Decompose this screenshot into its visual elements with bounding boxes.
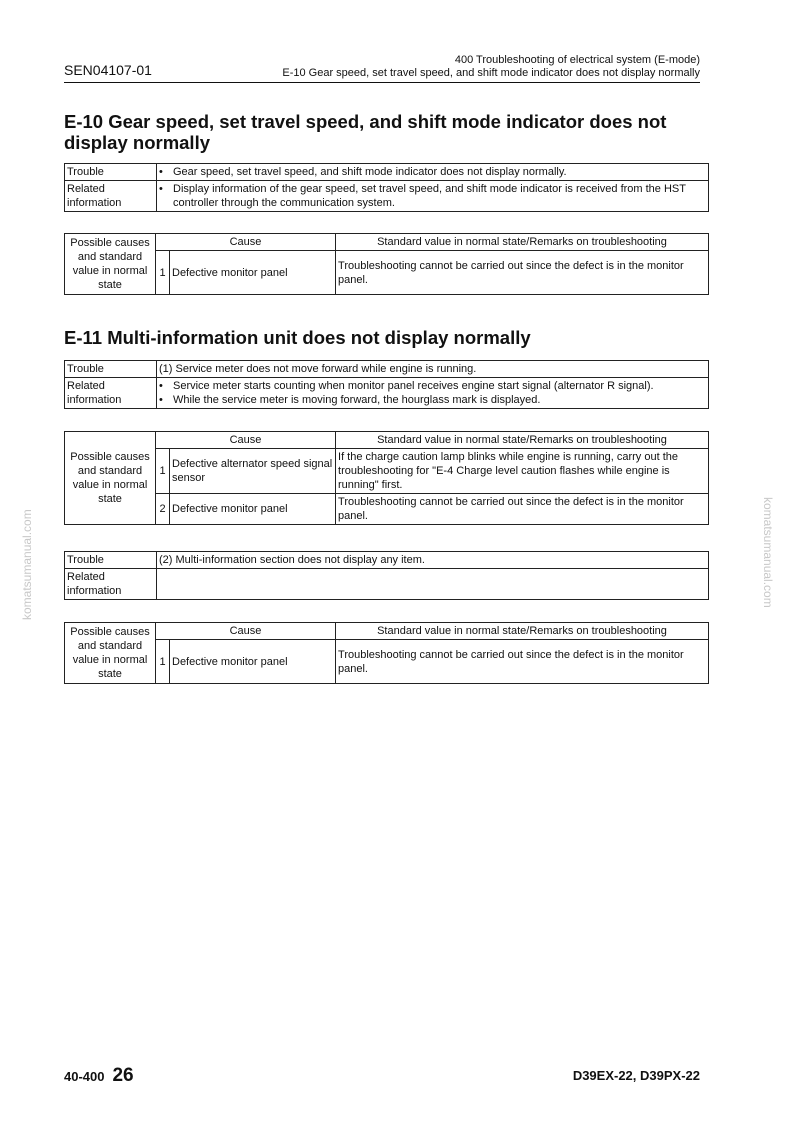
e10-title: E-10 Gear speed, set travel speed, and shift mode indicator does not display normally [64, 111, 667, 153]
related-label: Related information [65, 378, 157, 409]
e10-causes-table [64, 233, 709, 295]
related-label: Related information [65, 181, 157, 212]
footer-section-code: 40-400 [64, 1069, 105, 1084]
table-row [65, 361, 709, 378]
related-text [157, 569, 709, 600]
related-line: While the service meter is moving forward, the hourglass mark is displayed. [173, 394, 541, 406]
e11-title: E-11 Multi-information unit does not display normally [64, 327, 531, 348]
related-label: Related information [65, 569, 157, 600]
header-rule [64, 82, 700, 83]
table-header-row [65, 623, 709, 640]
trouble-text: (1) Service meter does not move forward while engine is running. [157, 361, 709, 378]
cause-number: 1 [156, 640, 170, 684]
standard-column-header: Standard value in normal state/Remarks on troubleshooting [336, 234, 709, 251]
cause-number: 1 [156, 251, 170, 295]
trouble-cell [157, 164, 709, 181]
trouble-label: Trouble [65, 552, 157, 569]
section-header-line-1: 400 Troubleshooting of electrical system (E-mode) [454, 54, 700, 66]
cause-number: 1 [156, 449, 170, 494]
table-row [65, 378, 709, 409]
related-cell [157, 181, 709, 212]
table-row [65, 552, 709, 569]
table-row [65, 569, 709, 600]
trouble-text: (2) Multi-information section does not display any item. [157, 552, 709, 569]
table-row [65, 640, 709, 684]
standard-column-header: Standard value in normal state/Remarks on troubleshooting [336, 623, 709, 640]
related-line: Service meter starts counting when monitor panel receives engine start signal (alternator R signal). [173, 380, 654, 392]
trouble-text: Gear speed, set travel speed, and shift mode indicator does not display normally. [173, 166, 567, 178]
e11-info-table-2 [64, 551, 709, 600]
cause-column-header: Cause [156, 432, 336, 449]
table-header-row [65, 234, 709, 251]
footer-page-number: 26 [112, 1065, 134, 1086]
causes-side-label: Possible causes and standard value in normal state [65, 623, 156, 684]
table-row [65, 164, 709, 181]
footer-models: D39EX-22, D39PX-22 [572, 1068, 700, 1083]
document-code: SEN04107-01 [64, 62, 152, 78]
watermark-left: komatsumanual.com [20, 509, 34, 620]
related-cell [157, 378, 709, 409]
bullet: • [159, 183, 163, 195]
section-header-line-2: E-10 Gear speed, set travel speed, and shift mode indicator does not display normally [282, 67, 700, 79]
e11-causes-table-2 [64, 622, 709, 684]
footer-page [64, 1065, 134, 1087]
causes-side-label: Possible causes and standard value in normal state [65, 234, 156, 295]
e11-causes-table-1 [64, 431, 709, 525]
causes-side-label: Possible causes and standard value in normal state [65, 432, 156, 525]
trouble-label: Trouble [65, 361, 157, 378]
cause-number: 2 [156, 494, 170, 525]
e11-info-table-1 [64, 360, 709, 409]
bullet: • [159, 380, 163, 392]
table-row [65, 181, 709, 212]
table-header-row [65, 432, 709, 449]
table-row [65, 494, 709, 525]
remarks-text: Troubleshooting cannot be carried out since the defect is in the monitor panel. [336, 251, 709, 295]
e10-info-table [64, 163, 709, 212]
remarks-text: If the charge caution lamp blinks while engine is running, carry out the troubleshooting for "E-4 Charge level caution flashes while engine is running" first. [336, 449, 709, 494]
section-header [282, 54, 700, 80]
cause-text: Defective monitor panel [170, 640, 336, 684]
cause-column-header: Cause [156, 234, 336, 251]
bullet: • [159, 166, 163, 178]
watermark-right: komatsumanual.com [761, 497, 775, 608]
remarks-text: Troubleshooting cannot be carried out since the defect is in the monitor panel. [336, 640, 709, 684]
table-row [65, 251, 709, 295]
cause-text: Defective alternator speed signal sensor [170, 449, 336, 494]
standard-column-header: Standard value in normal state/Remarks on troubleshooting [336, 432, 709, 449]
cause-text: Defective monitor panel [170, 251, 336, 295]
cause-text: Defective monitor panel [170, 494, 336, 525]
trouble-label: Trouble [65, 164, 157, 181]
remarks-text: Troubleshooting cannot be carried out since the defect is in the monitor panel. [336, 494, 709, 525]
cause-column-header: Cause [156, 623, 336, 640]
bullet: • [159, 394, 163, 406]
table-row [65, 449, 709, 494]
related-text: Display information of the gear speed, set travel speed, and shift mode indicator is received from the HST controller through the communication system. [173, 183, 686, 209]
